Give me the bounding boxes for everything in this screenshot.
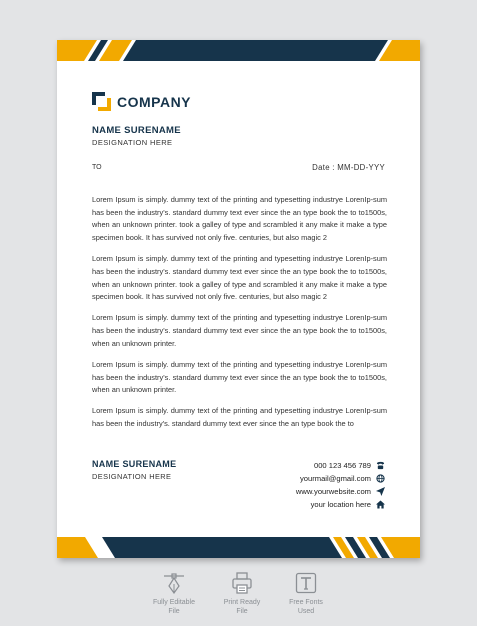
contact-email: [296, 472, 385, 485]
recipient-label: TO: [92, 164, 102, 171]
font-icon: [295, 572, 317, 594]
top-decorative-band: [57, 40, 420, 64]
contact-phone: [296, 459, 385, 472]
feature-label: Used: [297, 608, 315, 615]
website-url: www.yourwebsite.com: [295, 487, 371, 496]
letter-body: [92, 194, 387, 439]
home-icon: [376, 500, 385, 509]
feature-label: Fully Editable: [152, 599, 196, 606]
footer-name: NAME SURENAME: [92, 459, 177, 469]
footer-designation: DESIGNATION HERE: [92, 472, 172, 481]
company-name: COMPANY: [117, 93, 192, 110]
logo-bracket-icon: [92, 92, 111, 111]
body-paragraph: Lorem Ipsum is simply. dummy text of the printing and typesetting industrye LorenIp-sum has been the industry's. standard dummy text ever since the an type book the to to1500s, when an unknown printer.: [92, 313, 387, 348]
feature-label: File: [168, 608, 180, 615]
letter-date: Date : MM-DD-YYY: [312, 163, 385, 172]
sender-designation: DESIGNATION HERE: [92, 138, 173, 147]
contact-website: [296, 485, 385, 498]
body-paragraph: Lorem Ipsum is simply. dummy text of the printing and typesetting industrye LorenIp-sum has been the industry's. standard dummy text ever since the an type book the to to1500s, when an unknown printer. took a galley of type and scrambled it any make it make a type specimen book. It has survived not only five. centuries, but also magic 2: [92, 195, 387, 243]
company-logo: [92, 92, 191, 111]
location-text: your location here: [310, 500, 371, 509]
contact-location: [296, 498, 385, 511]
feature-strip: [0, 572, 477, 622]
phone-icon: [376, 461, 385, 470]
sender-name: NAME SURENAME: [92, 125, 181, 136]
feature-label: Free Fonts: [289, 599, 323, 606]
printer-icon: [231, 572, 253, 594]
feature-label: Print Ready: [223, 599, 261, 606]
body-paragraph: Lorem Ipsum is simply. dummy text of the printing and typesetting industrye LorenIp-sum has been the industry's. standard dummy text ever since the an type book the to: [92, 406, 387, 429]
globe-icon: [376, 474, 385, 483]
pen-tool-icon: [163, 572, 185, 594]
send-icon: [376, 487, 385, 496]
body-paragraph: Lorem Ipsum is simply. dummy text of the printing and typesetting industrye LorenIp-sum has been the industry's. standard dummy text ever since the an type book the to to1500s, when an unknown printer.: [92, 359, 387, 395]
contact-list: [296, 459, 385, 511]
bottom-decorative-band: [57, 534, 420, 558]
letterhead-sheet: [57, 40, 420, 558]
body-paragraph: Lorem Ipsum is simply. dummy text of the printing and typesetting industrye LorenIp-sum has been the industry's. standard dummy text ever since the an type book the to to1500s, when an unknown printer. took a galley of type and scrambled it any make it make a type specimen book. It has survived not only five. centuries, but also magic 2: [92, 254, 387, 302]
feature-fonts: [266, 572, 346, 616]
feature-label: File: [236, 608, 248, 615]
phone-number: 000 123 456 789: [313, 461, 371, 470]
email-address: yourmail@gmail.com: [299, 474, 371, 483]
